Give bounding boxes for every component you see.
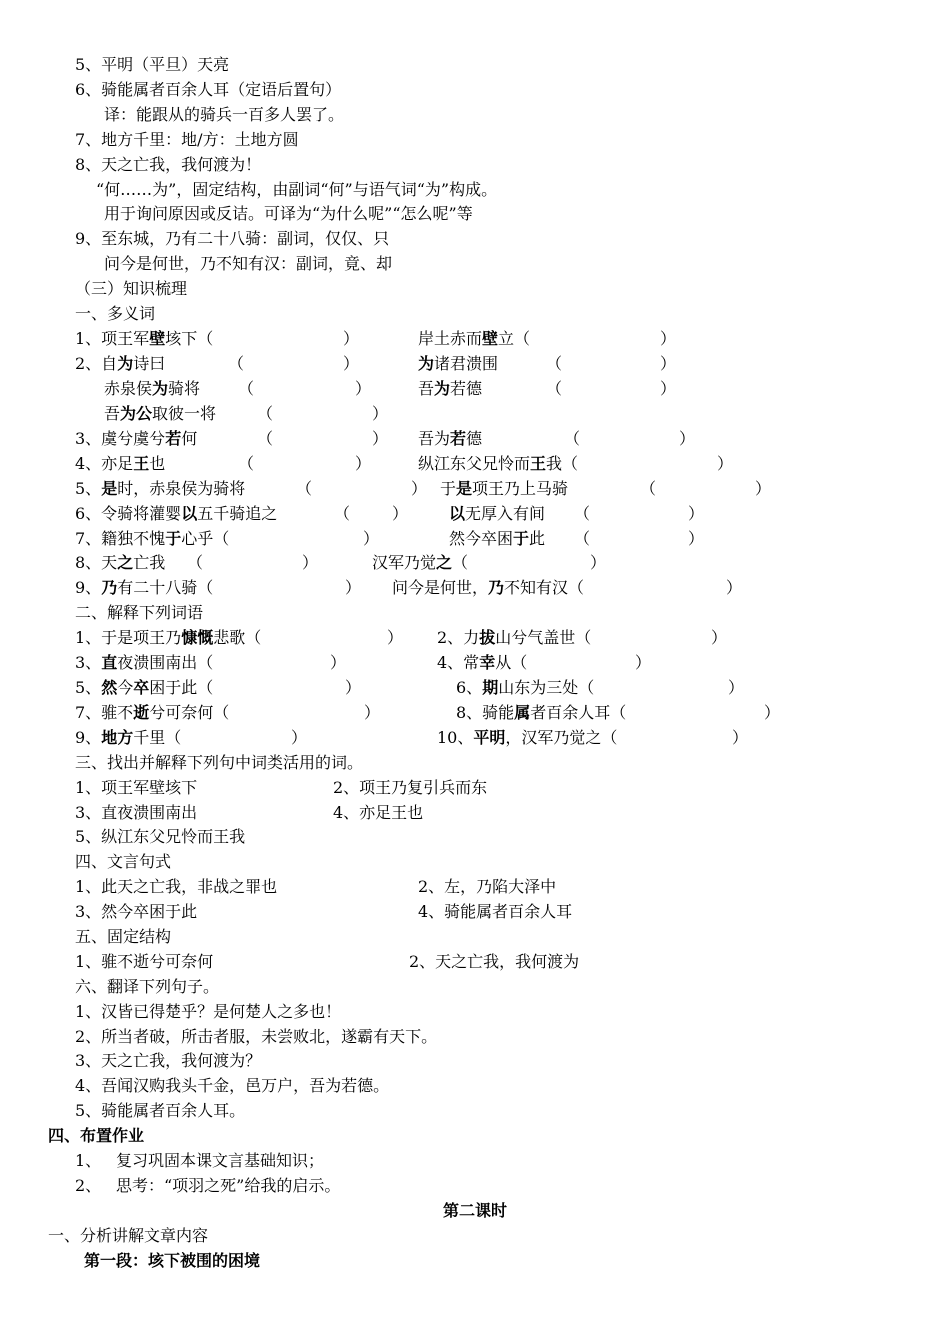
polysemy-row: 9、乃有二十八骑（ ） 问今是何世，乃不知有汉（ ） [75, 578, 743, 597]
wordclass-row: 3、直夜溃围南出 4、亦足王也 [75, 803, 424, 822]
explain-heading: 二、解释下列词语 [75, 603, 204, 622]
translate-item: 4、吾闻汉购我头千金，邑万户，吾为若德。 [75, 1076, 390, 1095]
explain-row: 7、骓不逝兮可奈何（ ） 8、骑能属者百余人耳（ ） [75, 703, 781, 722]
polysemy-row: 赤泉侯为骑将 （ ） 吾为若德 （ ） [104, 379, 677, 398]
homework-item: 1、 复习巩固本课文言基础知识； [75, 1151, 325, 1170]
explain-row: 1、于是项王乃慷慨悲歌（ ） 2、力拔山兮气盖世（ ） [75, 628, 728, 647]
note-line: 5、平明（平旦）天亮 [75, 55, 230, 74]
analysis-heading: 一、分析讲解文章内容 [48, 1226, 209, 1245]
syntax-row: 1、此天之亡我，非战之罪也 2、左，乃陷大泽中 [75, 877, 557, 896]
homework-item: 2、 思考：“项羽之死”给我的启示。 [75, 1176, 341, 1195]
syntax-heading: 四、文言句式 [75, 852, 172, 871]
translate-item: 5、骑能属者百余人耳。 [75, 1101, 246, 1120]
note-line: 译：能跟从的骑兵一百多人罢了。 [104, 105, 345, 124]
syntax-row: 3、然今卒困于此 4、骑能属者百余人耳 [75, 902, 573, 921]
translate-heading: 六、翻译下列句子。 [75, 977, 220, 996]
translate-item: 2、所当者破，所击者服，未尝败北，遂霸有天下。 [75, 1027, 438, 1046]
polysemy-row: 吾为公取彼一将 （ ） [104, 404, 389, 423]
fixed-heading: 五、固定结构 [75, 927, 172, 946]
translate-item: 3、天之亡我，我何渡为？ [75, 1051, 262, 1070]
wordclass-row: 5、纵江东父兄怜而王我 [75, 827, 246, 846]
polysemy-row: 2、自为诗曰 （ ） 为诸君溃围 （ ） [75, 354, 677, 373]
polysemy-heading: 一、多义词 [75, 304, 156, 323]
note-line: 9、至东城，乃有二十八骑：副词，仅仅、只 [75, 229, 390, 248]
homework-heading: 四、布置作业 [48, 1126, 145, 1145]
note-line: 问今是何世，乃不知有汉：副词，竟、却 [104, 254, 393, 273]
wordclass-heading: 三、找出并解释下列句中词类活用的词。 [75, 753, 364, 772]
paragraph-heading: 第一段：垓下被围的困境 [84, 1251, 261, 1270]
translate-item: 1、汉皆已得楚乎？是何楚人之多也！ [75, 1002, 342, 1021]
note-line: “何……为”，固定结构，由副词“何”与语气词“为”构成。 [96, 180, 498, 199]
note-line: 7、地方千里：地/方：土地方圆 [75, 130, 299, 149]
explain-row: 3、直夜溃围南出（ ） 4、常幸从（ ） [75, 653, 652, 672]
fixed-row: 1、骓不逝兮可奈何 2、天之亡我，我何渡为 [75, 952, 580, 971]
polysemy-row: 8、天之亡我 （ ） 汉军乃觉之（ ） [75, 553, 607, 572]
polysemy-row: 6、令骑将灌婴以五千骑追之 （ ） 以无厚入有间 （ ） [75, 504, 705, 523]
polysemy-row: 1、项王军壁垓下（ ） 岸土赤而壁立（ ） [75, 329, 677, 348]
polysemy-row: 7、籍独不愧于心乎（ ） 然今卒困于此 （ ） [75, 529, 705, 548]
lesson-title: 第二课时 [442, 1201, 507, 1220]
note-line: 8、天之亡我，我何渡为！ [75, 155, 262, 174]
explain-row: 9、地方千里（ ） 10、平明，汉军乃觉之（ ） [75, 728, 749, 747]
note-line: 6、骑能属者百余人耳（定语后置句） [75, 80, 342, 99]
explain-row: 5、然今卒困于此（ ） 6、期山东为三处（ ） [75, 678, 745, 697]
polysemy-row: 3、虞兮虞兮若何 （ ） 吾为若德 （ ） [75, 429, 696, 448]
note-line: 用于询问原因或反诘。可译为“为什么呢”“怎么呢”等 [104, 204, 473, 223]
polysemy-row: 4、亦足王也 （ ） 纵江东父兄怜而王我（ ） [75, 454, 734, 473]
polysemy-row: 5、是时，赤泉侯为骑将 （ ） 于是项王乃上马骑 （ ） [75, 479, 772, 498]
wordclass-row: 1、项王军壁垓下 2、项王乃复引兵而东 [75, 778, 488, 797]
knowledge-heading: （三）知识梳理 [75, 279, 188, 298]
